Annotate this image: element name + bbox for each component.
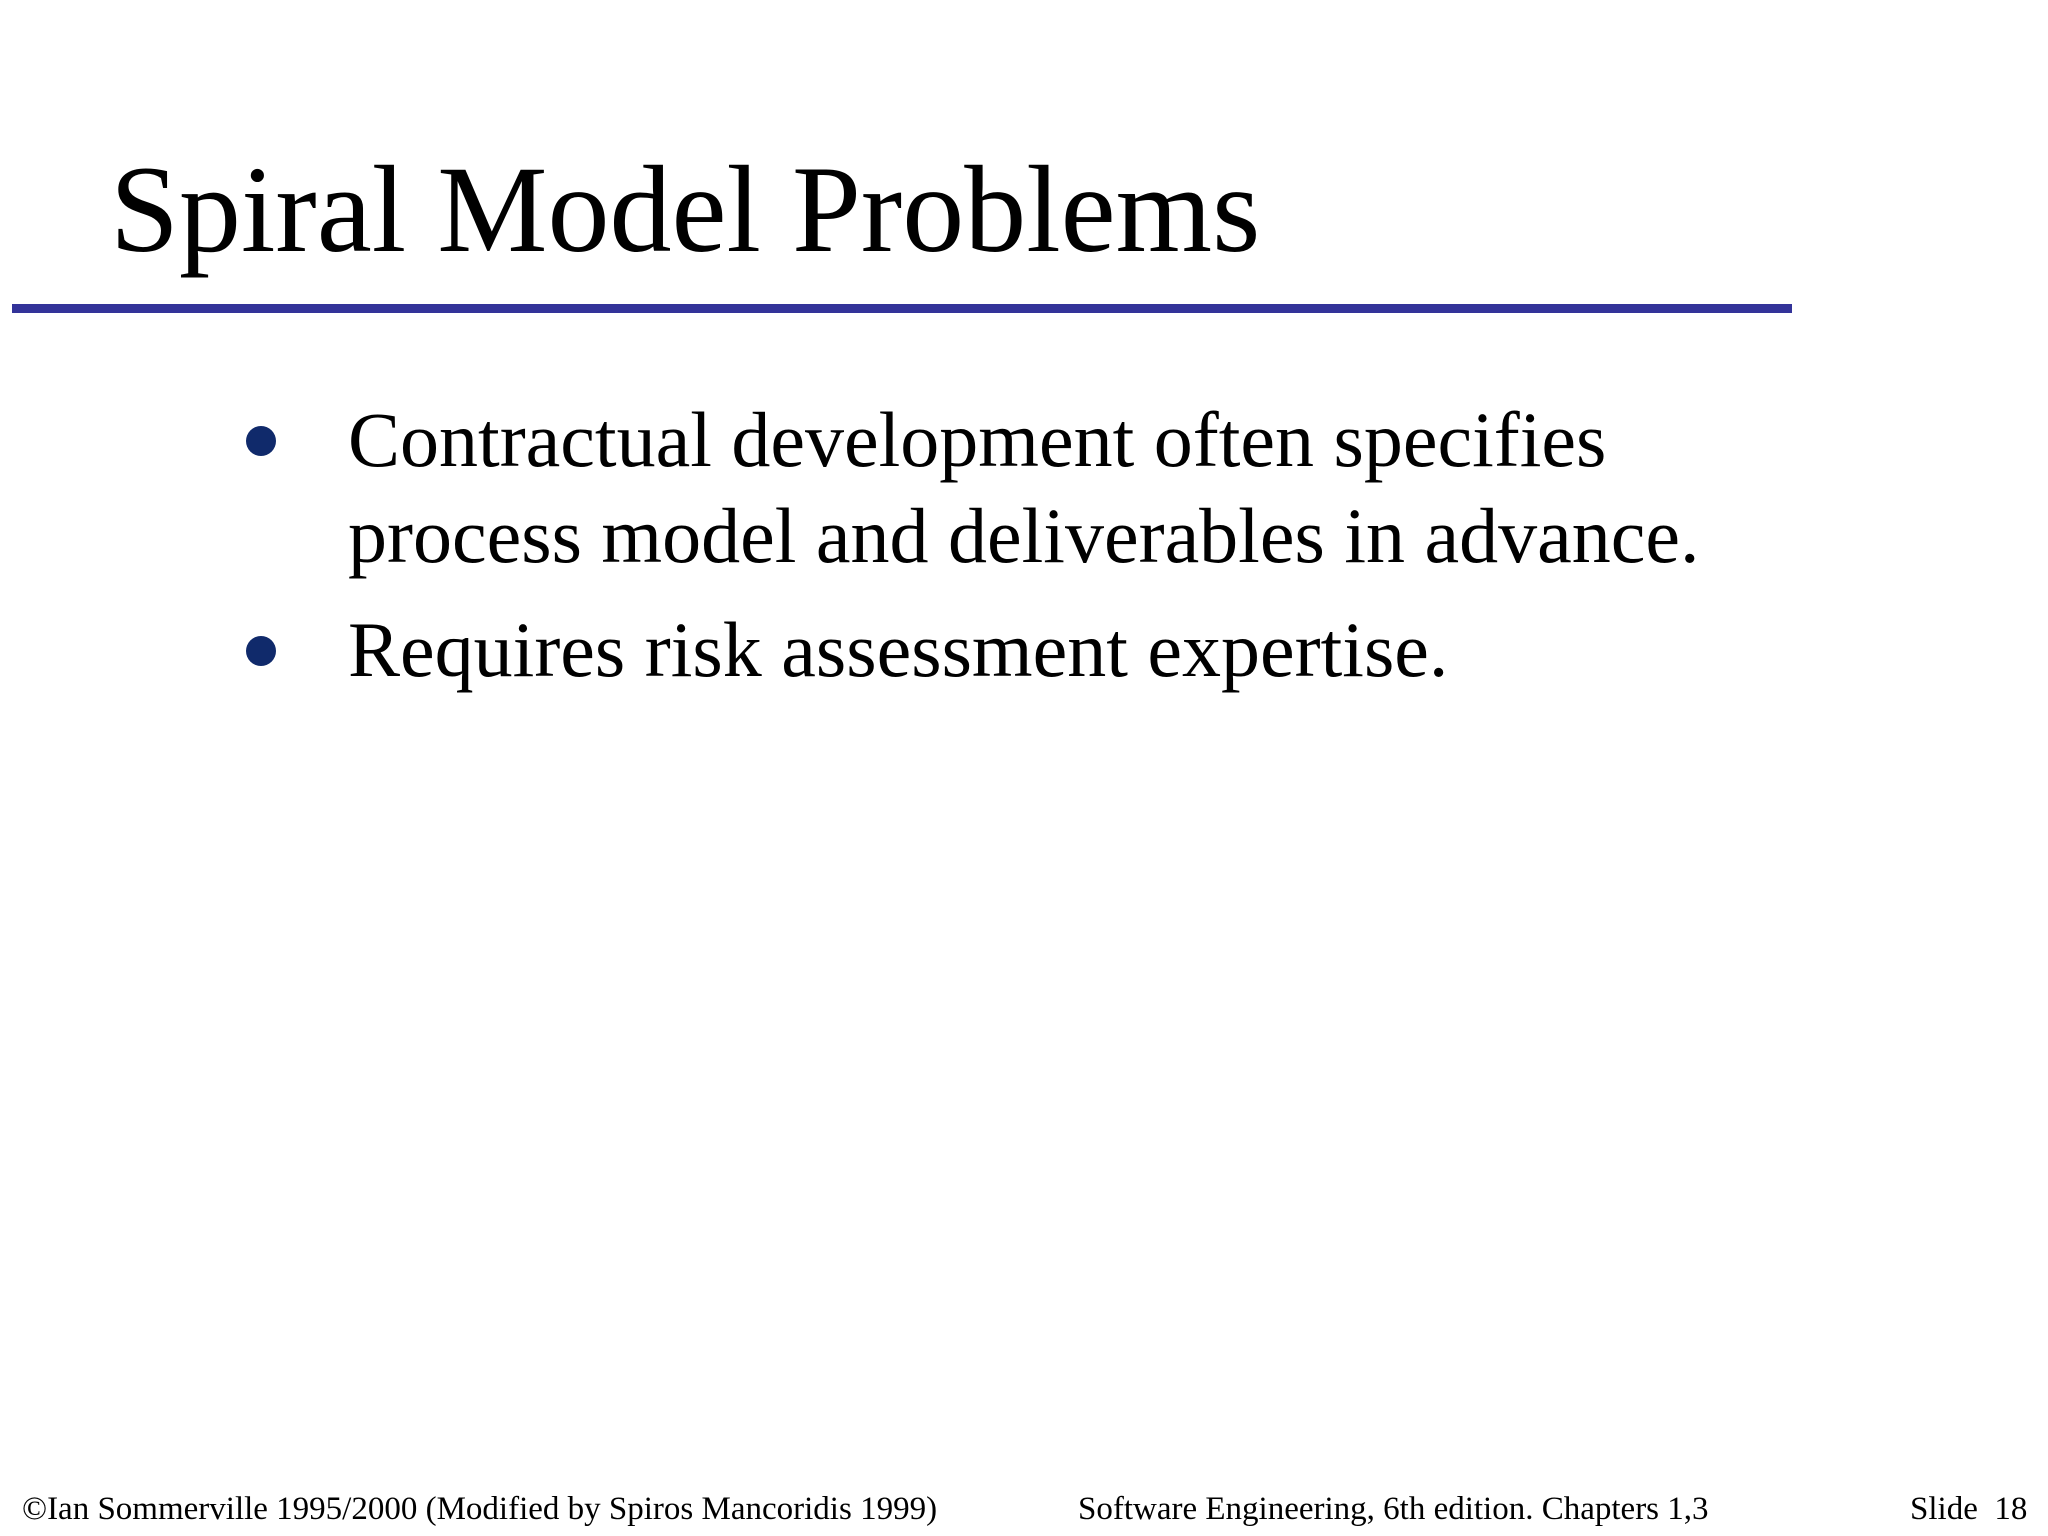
footer-slide-number: Slide 18	[1910, 1491, 2028, 1527]
bullet-item	[246, 602, 1806, 698]
footer-copyright: ©Ian Sommerville 1995/2000 (Modified by Spiros Mancoridis 1999)	[22, 1491, 938, 1527]
bullet-dot-icon	[246, 426, 276, 456]
bullet-list	[246, 392, 1806, 716]
title-underline	[12, 304, 1792, 313]
footer-book-title: Software Engineering, 6th edition. Chapters 1,3	[1078, 1491, 1709, 1527]
bullet-text: Requires risk assessment expertise.	[348, 606, 1449, 693]
bullet-item	[246, 392, 1806, 584]
slide-title: Spiral Model Problems	[110, 141, 1261, 278]
bullet-dot-icon	[246, 636, 276, 666]
bullet-text: Contractual development often specifies process model and deliverables in advance.	[348, 396, 1700, 579]
